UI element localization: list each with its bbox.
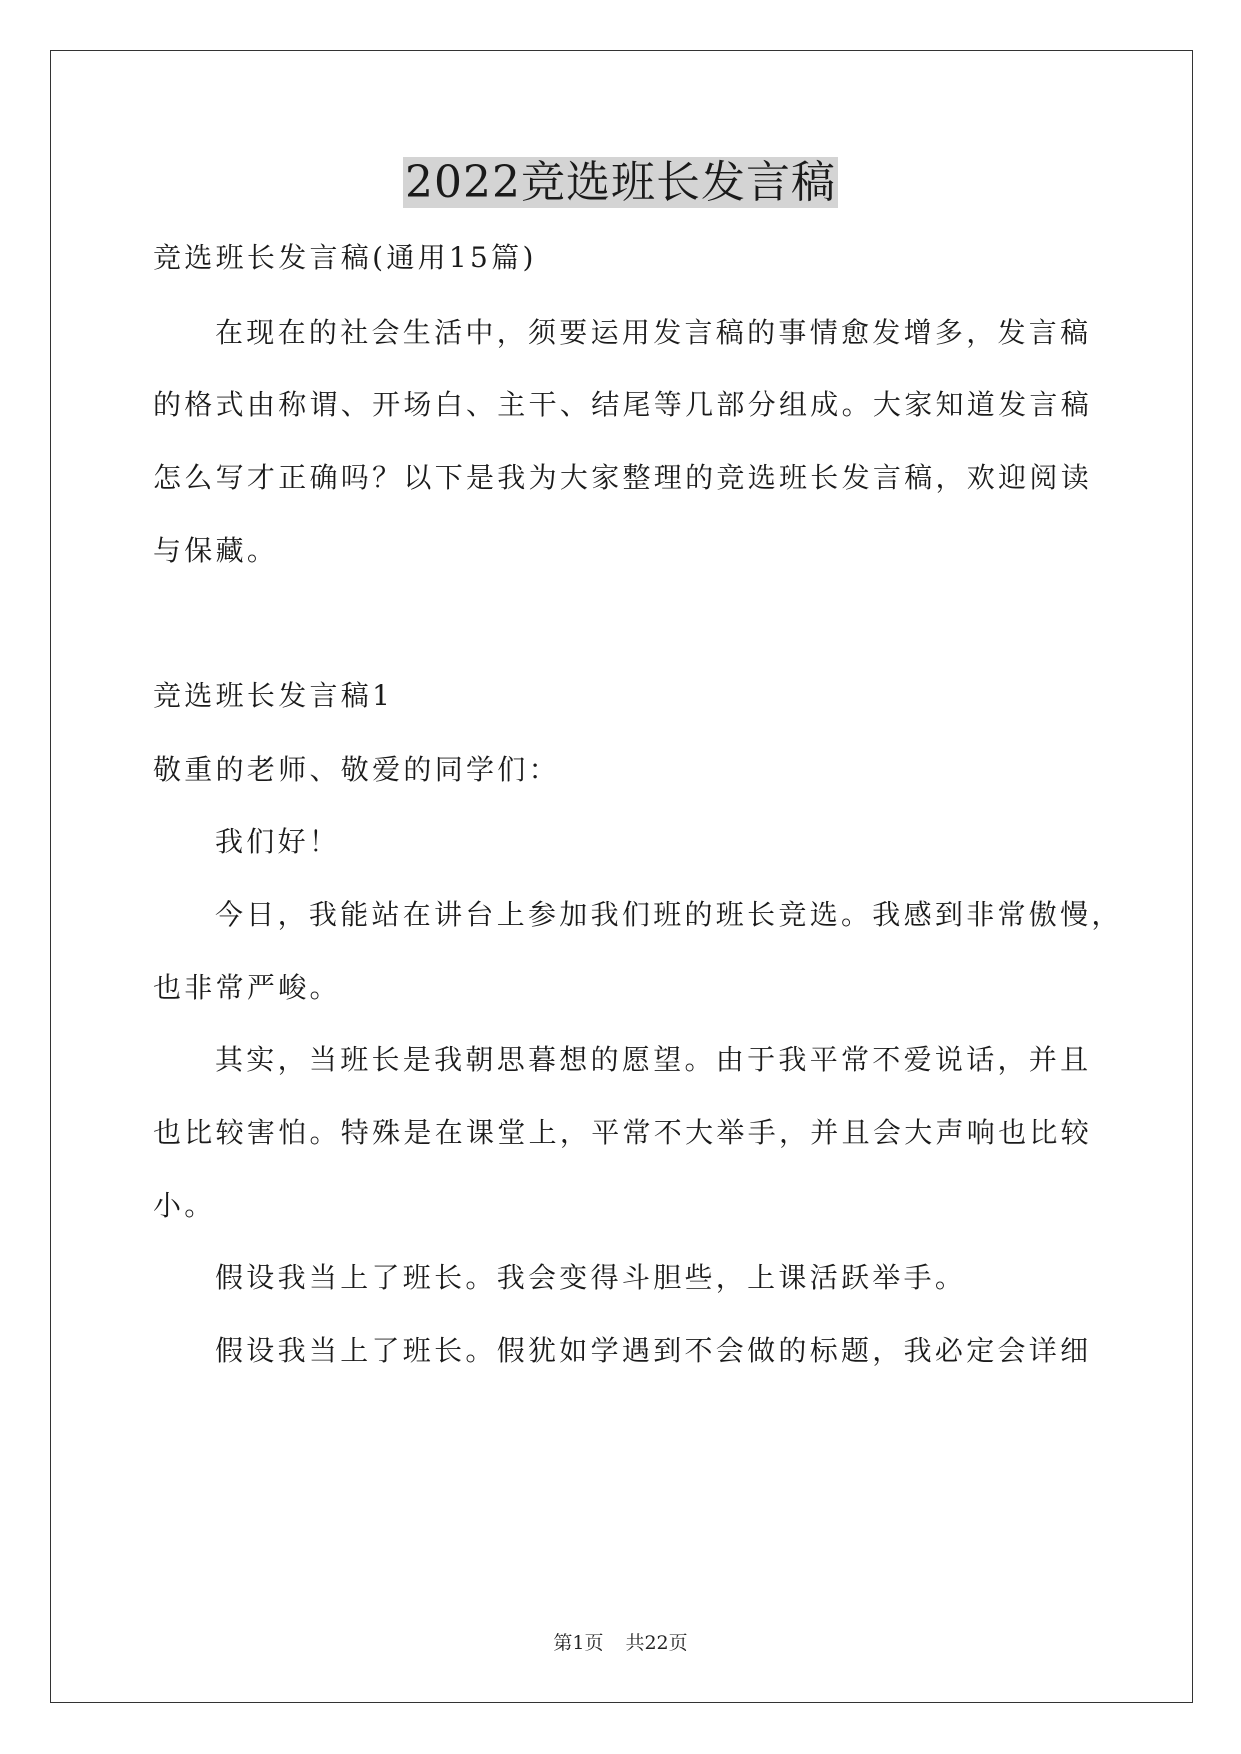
body-line-2: 也非常严峻。 — [153, 971, 341, 1004]
page-border — [50, 50, 1193, 1703]
document-subtitle: 竞选班长发言稿(通用15篇) — [153, 241, 537, 274]
body-line-4: 也比较害怕。特殊是在课堂上，平常不大举手，并且会大声响也比较 — [153, 1116, 1093, 1149]
body-line-7: 假设我当上了班长。假犹如学遇到不会做的标题，我必定会详细 — [215, 1334, 1092, 1367]
document-title — [0, 153, 1241, 213]
body-line-3: 其实，当班长是我朝思暮想的愿望。由于我平常不爱说话，并且 — [215, 1043, 1092, 1076]
page-footer — [0, 1630, 1241, 1656]
page-total: 共22页 — [625, 1632, 688, 1654]
intro-line-2: 的格式由称谓、开场白、主干、结尾等几部分组成。大家知道发言稿 — [153, 388, 1093, 421]
body-line-6: 假设我当上了班长。我会变得斗胆些，上课活跃举手。 — [215, 1261, 967, 1294]
greeting: 我们好！ — [215, 825, 341, 858]
document-title-text: 2022竞选班长发言稿 — [405, 157, 836, 208]
intro-line-3: 怎么写才正确吗？以下是我为大家整理的竞选班长发言稿，欢迎阅读 — [153, 461, 1093, 494]
body-line-1: 今日，我能站在讲台上参加我们班的班长竞选。我感到非常傲慢， — [215, 898, 1123, 931]
page-number: 第1页 — [553, 1632, 604, 1654]
section-heading: 竞选班长发言稿1 — [153, 679, 394, 712]
salutation: 敬重的老师、敬爱的同学们： — [153, 753, 560, 786]
intro-line-1: 在现在的社会生活中，须要运用发言稿的事情愈发增多，发言稿 — [215, 316, 1092, 349]
intro-line-4: 与保藏。 — [153, 534, 279, 567]
body-line-5: 小。 — [153, 1189, 216, 1222]
